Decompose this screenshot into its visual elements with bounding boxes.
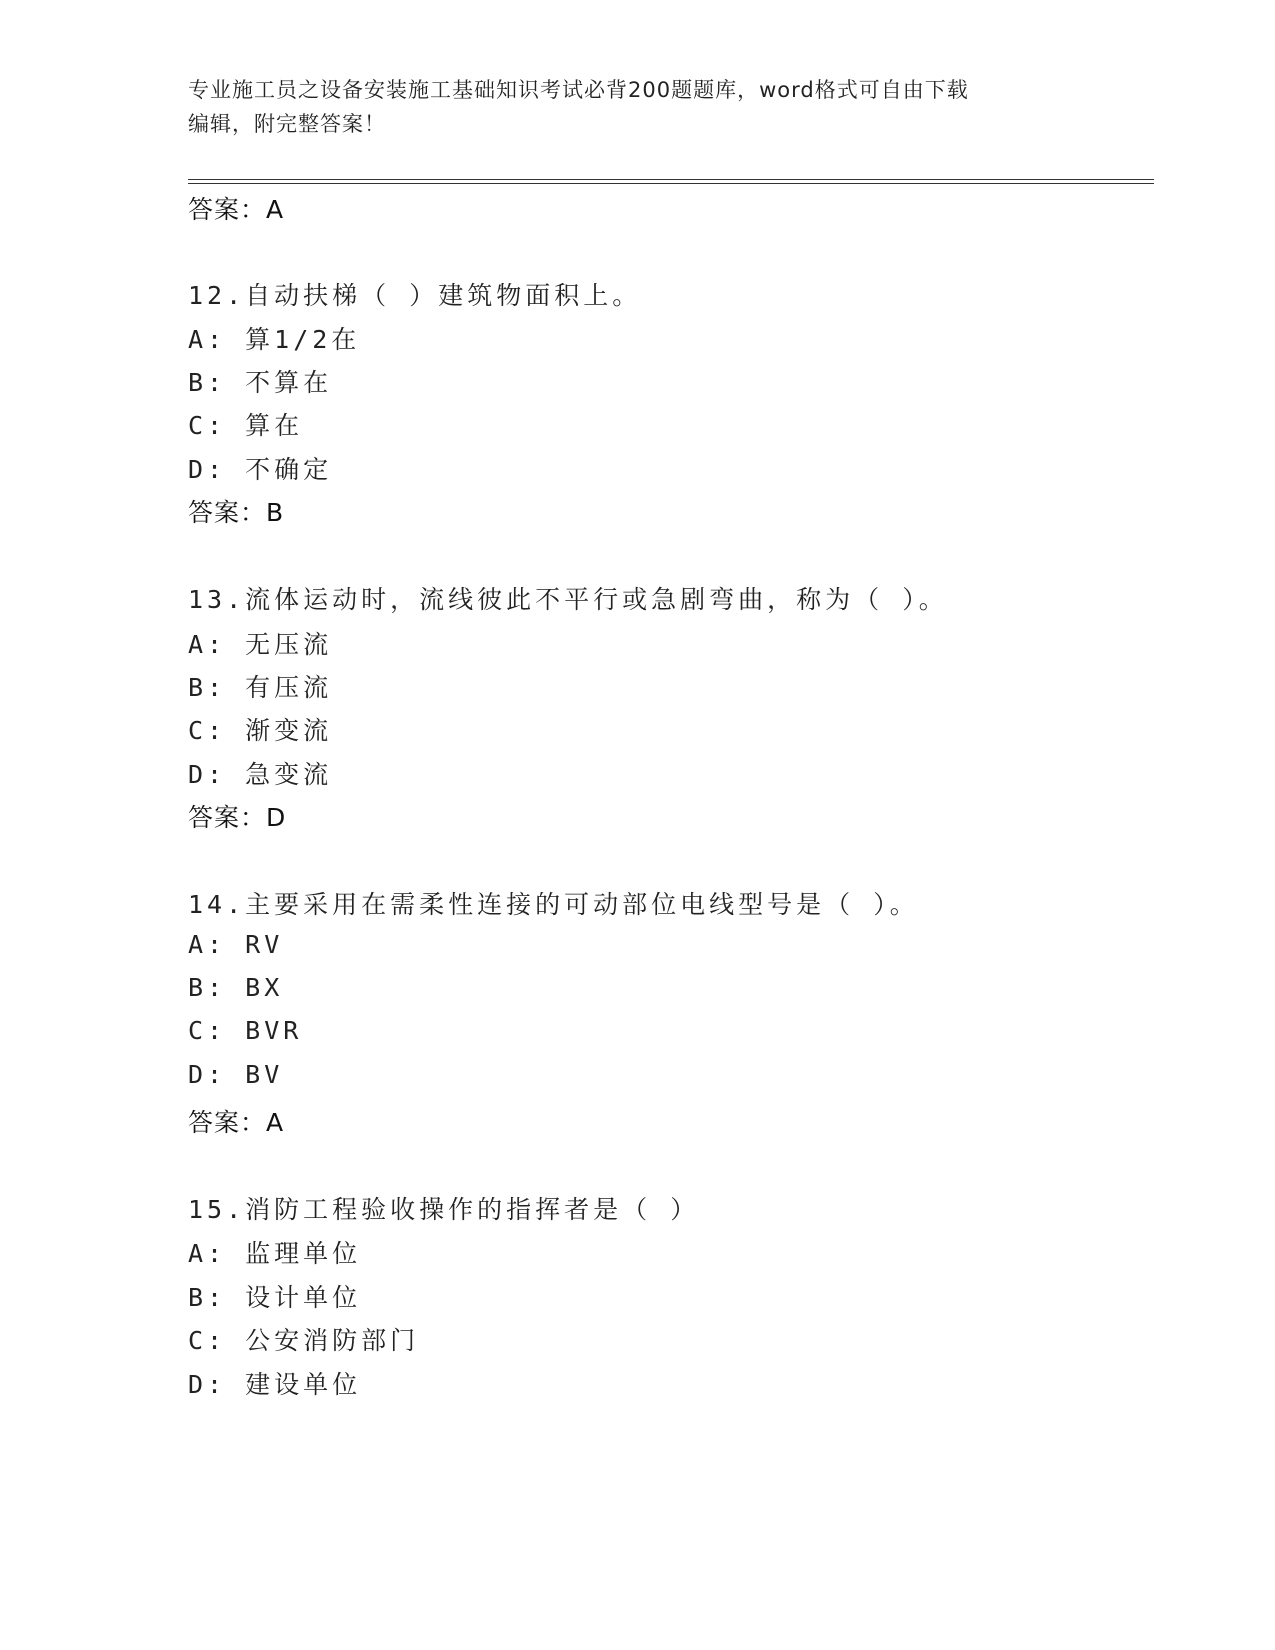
question-15-option-c: C: 公安消防部门 <box>188 1326 420 1355</box>
question-15-option-d: D: 建设单位 <box>188 1370 362 1399</box>
question-13-option-c: C: 渐变流 <box>188 716 333 745</box>
question-14-option-d: D: BV <box>188 1060 284 1089</box>
header-line-1: 专业施工员之设备安装施工基础知识考试必背200题题库，word格式可自由下载 <box>188 78 969 102</box>
answer-q14: 答案：A <box>188 1108 285 1137</box>
header-line-2: 编辑，附完整答案！ <box>188 112 386 136</box>
question-15: 15.消防工程验收操作的指挥者是（ ） <box>188 1195 700 1224</box>
question-15-option-b: B: 设计单位 <box>188 1283 362 1312</box>
question-12-option-d: D: 不确定 <box>188 455 333 484</box>
question-12-option-a: A: 算1/2在 <box>188 325 361 354</box>
question-12-option-b: B: 不算在 <box>188 368 333 397</box>
answer-q11: 答案：A <box>188 195 285 224</box>
question-13-option-a: A: 无压流 <box>188 630 333 659</box>
header-divider-top <box>188 179 1154 180</box>
document-header <box>188 73 1088 141</box>
question-13-option-d: D: 急变流 <box>188 760 333 789</box>
question-14-option-c: C: BVR <box>188 1016 303 1045</box>
answer-q12: 答案：B <box>188 498 285 527</box>
answer-q13: 答案：D <box>188 803 287 832</box>
header-divider-bottom <box>188 183 1154 184</box>
question-15-option-a: A: 监理单位 <box>188 1239 362 1268</box>
question-12: 12.自动扶梯（ ）建筑物面积上。 <box>188 281 642 310</box>
question-14-option-a: A: RV <box>188 930 284 959</box>
question-14-option-b: B: BX <box>188 973 284 1002</box>
question-14: 14.主要采用在需柔性连接的可动部位电线型号是（ ）。 <box>188 890 919 919</box>
question-13: 13.流体运动时，流线彼此不平行或急剧弯曲，称为（ ）。 <box>188 585 948 614</box>
question-12-option-c: C: 算在 <box>188 411 304 440</box>
question-13-option-b: B: 有压流 <box>188 673 333 702</box>
